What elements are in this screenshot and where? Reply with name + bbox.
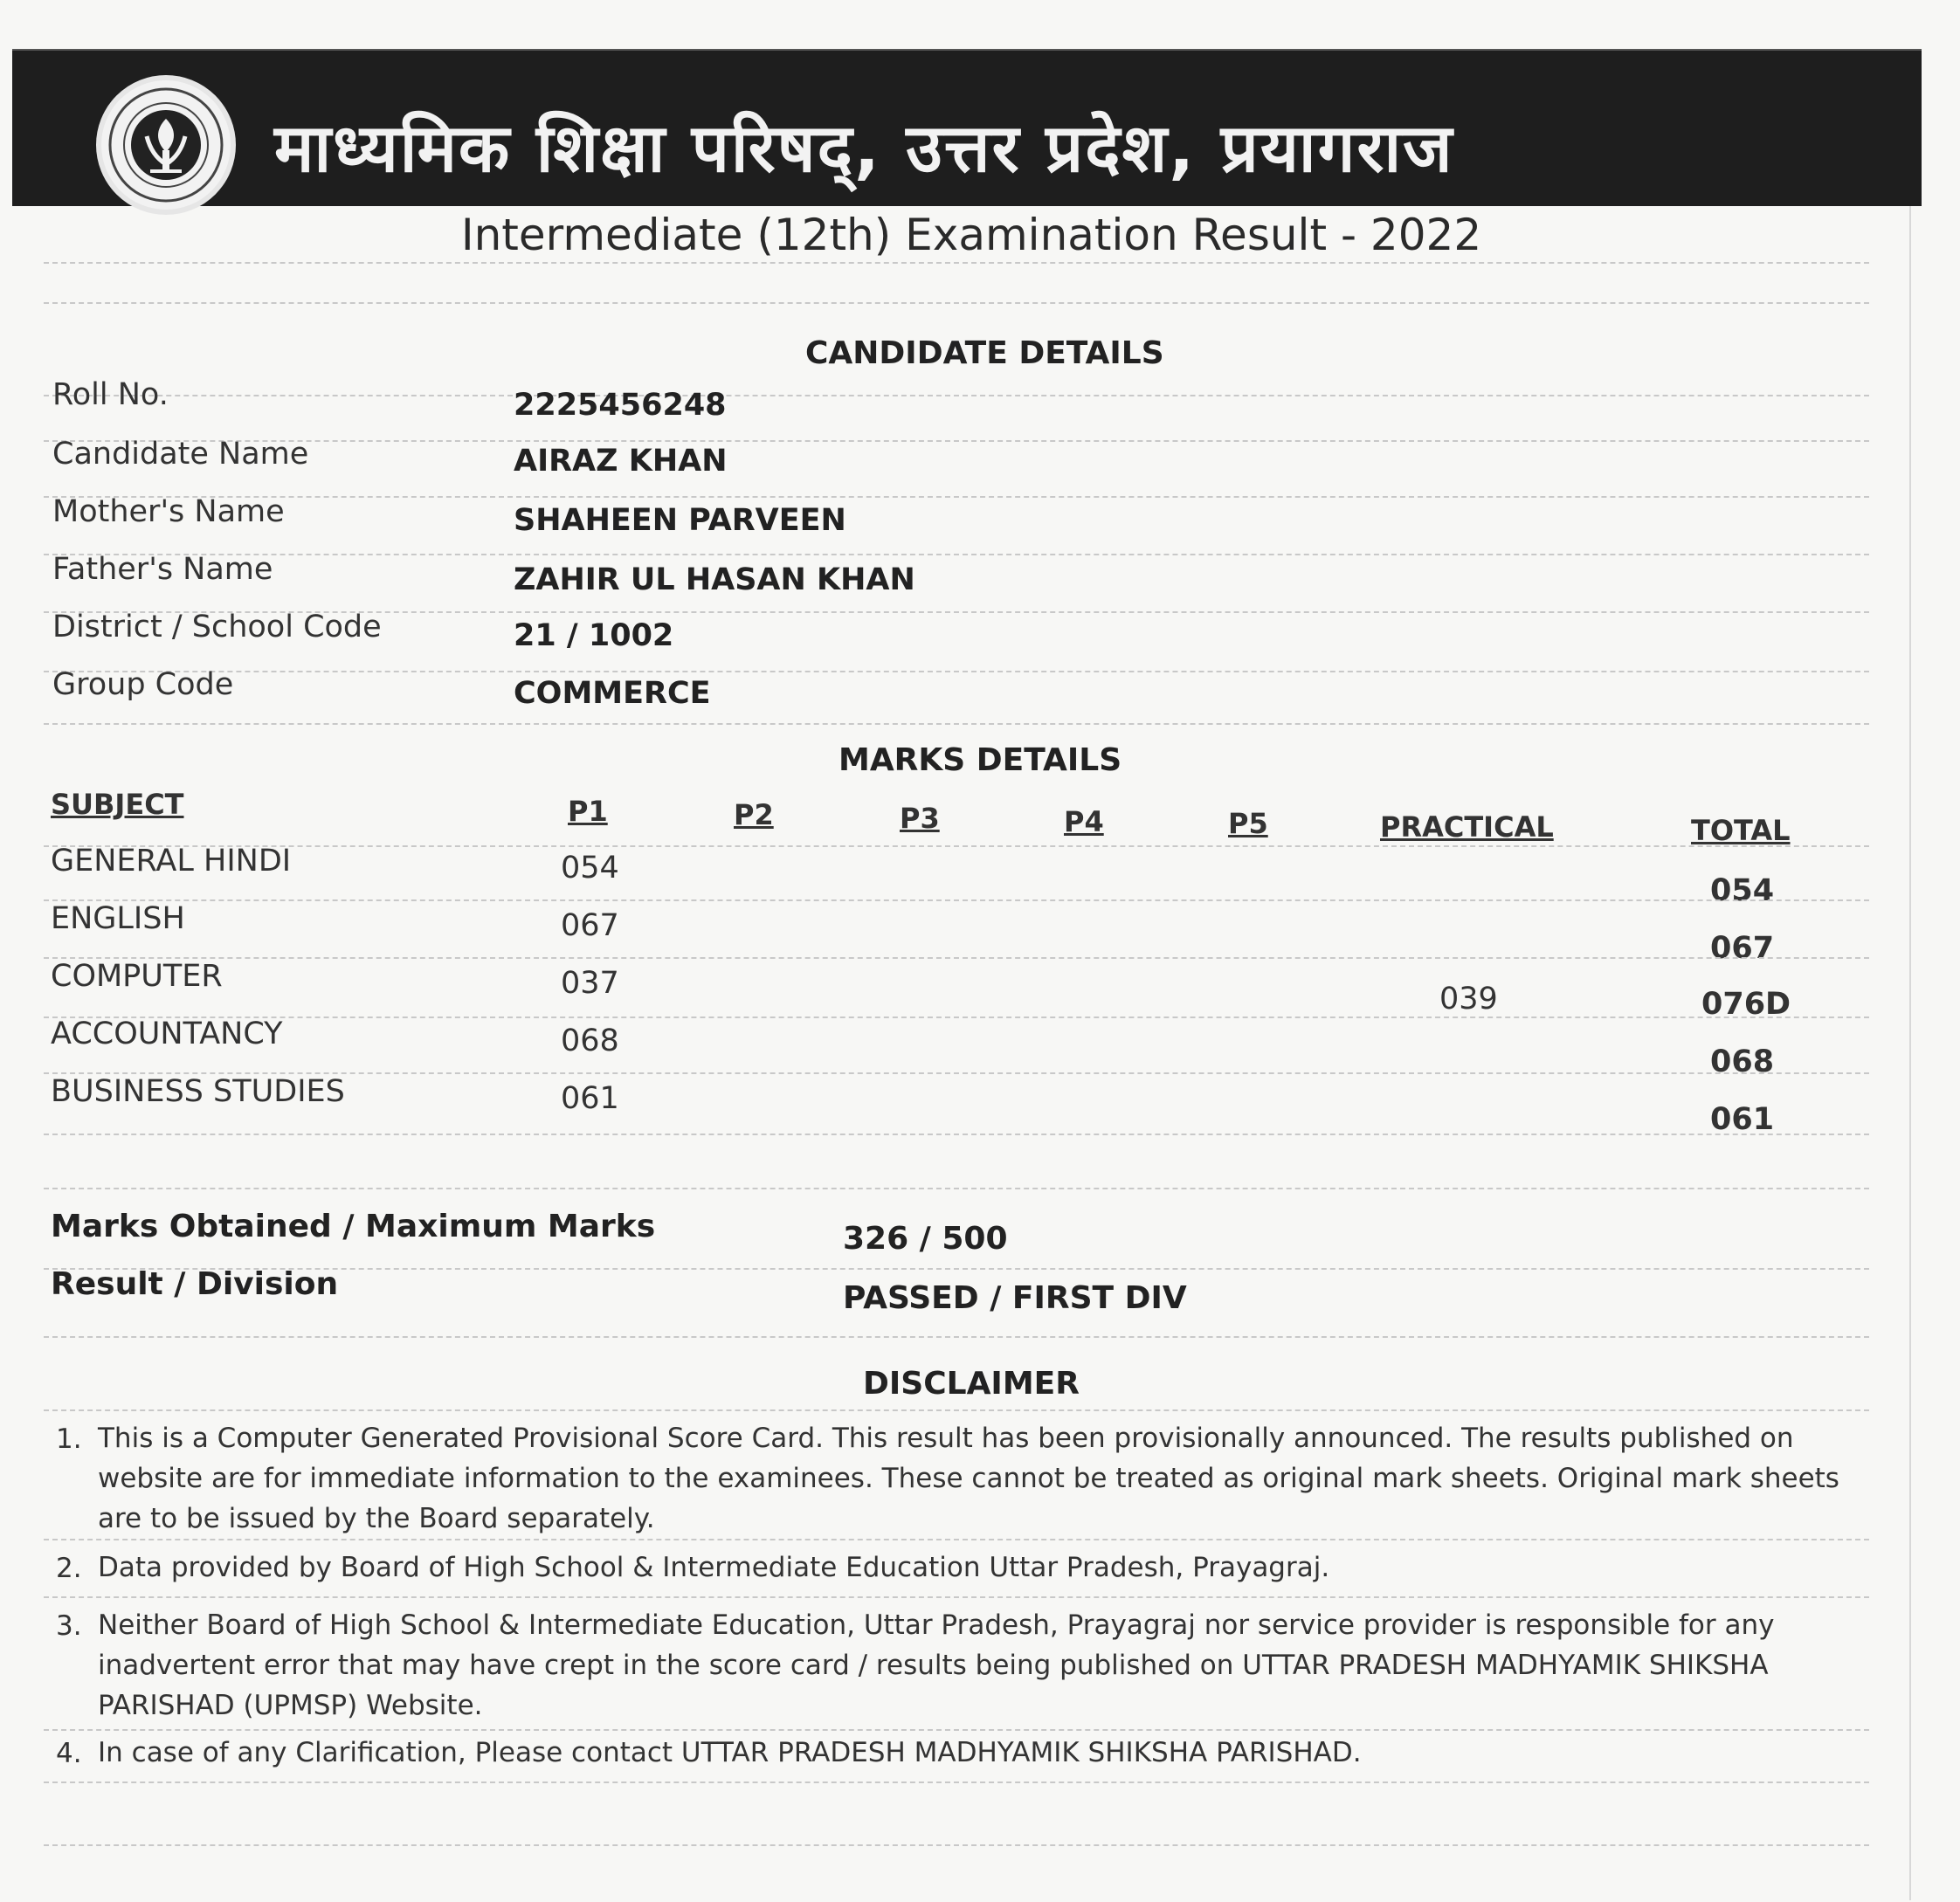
divider <box>44 1134 1869 1135</box>
divider <box>44 1188 1869 1189</box>
up-government-emblem-icon <box>96 75 236 215</box>
group-code-label: Group Code <box>52 667 234 702</box>
marks-obtained-label: Marks Obtained / Maximum Marks <box>51 1209 656 1244</box>
group-code-value: COMMERCE <box>514 676 711 711</box>
divider <box>44 1596 1869 1598</box>
subject-name: ENGLISH <box>51 901 185 936</box>
divider <box>44 395 1869 396</box>
candidate-details-heading: CANDIDATE DETAILS <box>805 335 1164 371</box>
divider <box>44 440 1869 442</box>
marks-obtained-value: 326 / 500 <box>843 1221 1008 1257</box>
divider <box>44 671 1869 672</box>
divider <box>44 899 1869 901</box>
divider <box>44 1016 1869 1018</box>
divider <box>44 554 1869 555</box>
candidate-name-label: Candidate Name <box>52 437 309 472</box>
total-marks: 061 <box>1710 1102 1775 1137</box>
district-school-code-label: District / School Code <box>52 610 382 644</box>
p1-marks: 067 <box>561 908 619 943</box>
subject-name: GENERAL HINDI <box>51 844 292 879</box>
column-header-subject: SUBJECT <box>51 788 184 821</box>
roll-no-label: Roll No. <box>52 377 169 412</box>
disclaimer-item-number: 1. <box>56 1423 82 1455</box>
subject-name: ACCOUNTANCY <box>51 1016 283 1051</box>
column-header-p5: P5 <box>1228 807 1268 840</box>
divider <box>44 496 1869 498</box>
mothers-name-value: SHAHEEN PARVEEN <box>514 503 846 538</box>
total-marks: 068 <box>1710 1044 1775 1079</box>
divider <box>44 262 1869 264</box>
marks-details-heading: MARKS DETAILS <box>839 742 1122 778</box>
column-header-total: TOTAL <box>1691 814 1791 847</box>
practical-marks: 039 <box>1439 982 1498 1016</box>
column-header-practical: PRACTICAL <box>1380 810 1554 844</box>
divider <box>44 1781 1869 1783</box>
divider <box>44 957 1869 959</box>
subject-name: BUSINESS STUDIES <box>51 1074 345 1109</box>
column-header-p3: P3 <box>900 802 940 835</box>
divider <box>44 302 1869 304</box>
roll-no-value: 2225456248 <box>514 388 727 423</box>
divider <box>44 845 1869 847</box>
p1-marks: 037 <box>561 966 619 1001</box>
column-header-p2: P2 <box>734 798 774 831</box>
disclaimer-item-text: In case of any Clarification, Please contact UTTAR PRADESH MADHYAMIK SHIKSHA PARISHAD. <box>98 1737 1362 1768</box>
total-marks: 076D <box>1701 987 1791 1022</box>
fathers-name-label: Father's Name <box>52 552 273 587</box>
divider <box>44 1409 1869 1411</box>
total-marks: 067 <box>1710 931 1775 966</box>
total-marks: 054 <box>1710 873 1775 908</box>
disclaimer-heading: DISCLAIMER <box>863 1366 1080 1402</box>
result-division-value: PASSED / FIRST DIV <box>843 1280 1187 1316</box>
disclaimer-item-text: This is a Computer Generated Provisional Score Card. This result has been provisionally announced. The results published on website are for immediate information to the examinees. These cannot be treated as original mark sheets. Original mark sheets are to be issued by the Board separately. <box>98 1423 1839 1534</box>
header-bar <box>12 49 1922 206</box>
disclaimer-item-number: 2. <box>56 1553 82 1584</box>
divider <box>44 723 1869 725</box>
fathers-name-value: ZAHIR UL HASAN KHAN <box>514 562 915 597</box>
district-school-code-value: 21 / 1002 <box>514 618 674 653</box>
p1-marks: 054 <box>561 851 619 886</box>
exam-title: Intermediate (12th) Examination Result - 2022 <box>460 210 1482 260</box>
mothers-name-label: Mother's Name <box>52 494 285 529</box>
p1-marks: 061 <box>561 1081 619 1116</box>
subject-name: COMPUTER <box>51 959 223 994</box>
divider <box>44 1336 1869 1338</box>
column-header-p4: P4 <box>1064 805 1104 838</box>
result-division-label: Result / Division <box>51 1266 339 1302</box>
column-header-p1: P1 <box>568 795 608 828</box>
candidate-name-value: AIRAZ KHAN <box>514 444 728 479</box>
p1-marks: 068 <box>561 1023 619 1058</box>
disclaimer-item-number: 3. <box>56 1610 82 1642</box>
disclaimer-item-number: 4. <box>56 1738 82 1769</box>
board-name: माध्यमिक शिक्षा परिषद्, उत्तर प्रदेश, प्रयागराज <box>274 109 1454 187</box>
divider <box>44 1539 1869 1540</box>
disclaimer-item-text: Data provided by Board of High School & Intermediate Education Uttar Pradesh, Prayagraj. <box>98 1552 1330 1583</box>
page-edge <box>1909 206 1911 1900</box>
divider <box>44 1729 1869 1731</box>
disclaimer-item-text: Neither Board of High School & Intermediate Education, Uttar Pradesh, Prayagraj nor service provider is responsible for any inadvertent error that may have crept in the score card / results being published on UTTAR PRADESH MADHYAMIK SHIKSHA PARISHAD (UPMSP) Website. <box>98 1609 1775 1721</box>
divider <box>44 1844 1869 1846</box>
